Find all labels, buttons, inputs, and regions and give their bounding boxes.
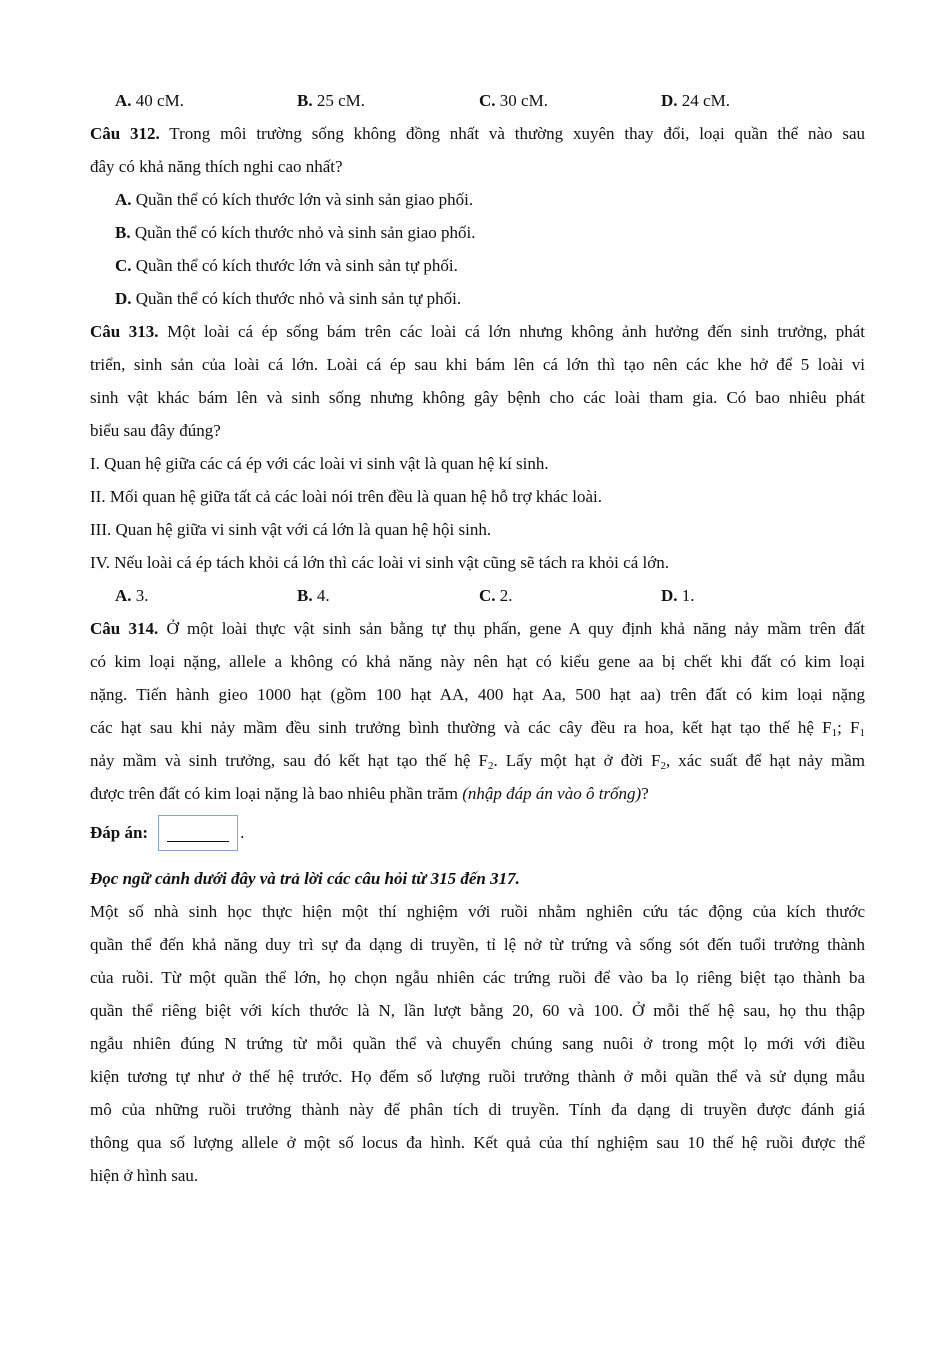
option-text: 3. [131, 586, 149, 605]
answer-input-box[interactable] [158, 815, 238, 851]
text-run: ? [641, 784, 649, 803]
q314-text-line1: Ở một loài thực vật sinh sản bằng tự thụ phấn, gene A quy định khả năng nảy mầm trên đất [158, 619, 865, 638]
q313-text-line1: Một loài cá ép sống bám trên các loài cá lớn nhưng không ảnh hưởng đến sinh trưởng, phát [158, 322, 865, 341]
q313-statement-4: IV. Nếu loài cá ép tách khỏi cá lớn thì các loài vi sinh vật cũng sẽ tách ra khỏi cá lớn. [90, 553, 669, 572]
option-letter: B. [115, 223, 131, 242]
q314-stem [90, 612, 865, 810]
q313-text-line2: triển, sinh sản của loài cá lớn. Loài cá ép sau khi bám lên cá lớn thì tạo nên các khe hở để 5 loài vi [90, 355, 865, 374]
context-paragraph [90, 895, 865, 1192]
q314-answer-row [90, 810, 865, 856]
option-letter: C. [479, 586, 496, 605]
option-letter: D. [661, 586, 678, 605]
option-text: Quần thể có kích thước nhỏ và sinh sản giao phối. [130, 223, 476, 242]
option-letter: C. [479, 91, 496, 110]
context-line-9: hiện ở hình sau. [90, 1166, 199, 1185]
document-page [90, 84, 865, 1192]
text-run: ; F [837, 718, 860, 737]
q313-label: Câu 313. [90, 322, 159, 341]
option-letter: D. [661, 91, 678, 110]
option-text: 25 cM. [312, 91, 366, 110]
instruction-italic: (nhập đáp án vào ô trống) [462, 784, 642, 803]
subscript: 2 [660, 760, 666, 772]
context-line-6: kiện tương tự như ở thế hệ trước. Họ đếm số lượng ruồi trưởng thành ở mỗi quần thể và sử dụng mẫu [90, 1067, 865, 1086]
q312-option-c [90, 249, 865, 282]
q312-stem [90, 117, 865, 183]
option-letter: A. [115, 91, 132, 110]
text-run: nảy mầm và sinh trưởng, sau đó kết hạt tạo thế hệ F [90, 751, 488, 770]
option-text: 40 cM. [131, 91, 184, 110]
option-letter: A. [115, 190, 132, 209]
q312-option-d [90, 282, 865, 315]
q311-option-c [479, 84, 661, 117]
text-run: . Lấy một hạt ở đời F [493, 751, 661, 770]
option-text: 1. [677, 586, 695, 605]
answer-end: . [240, 823, 245, 842]
q312-text-line1: Trong môi trường sống không đồng nhất và thường xuyên thay đổi, loại quần thể nào sau [159, 124, 865, 143]
option-text: 4. [312, 586, 330, 605]
option-text: Quần thể có kích thước lớn và sinh sản giao phối. [131, 190, 474, 209]
q313-text-line4: biểu sau đây đúng? [90, 421, 221, 440]
option-text: 30 cM. [495, 91, 548, 110]
q313-option-d [661, 579, 843, 612]
context-line-5: ngẫu nhiên đúng N trứng từ mỗi quần thể và chuyển chúng sang nuôi ở trong một lọ mới với điều [90, 1034, 865, 1053]
q313-option-b [297, 579, 479, 612]
q311-option-a [115, 84, 297, 117]
context-line-7: mô của những ruồi trưởng thành này để phân tích di truyền. Tính đa dạng di truyền được đánh giá [90, 1100, 865, 1119]
q311-option-d [661, 84, 843, 117]
context-line-1: Một số nhà sinh học thực hiện một thí nghiệm với ruồi nhằm nghiên cứu tác động của kích thước [90, 902, 865, 921]
q313-option-a [115, 579, 297, 612]
text-run: , xác suất để hạt nảy mầm [665, 751, 865, 770]
q313-statement-3: III. Quan hệ giữa vi sinh vật với cá lớn là quan hệ hội sinh. [90, 520, 492, 539]
context-heading: Đọc ngữ cảnh dưới đây và trả lời các câu hỏi từ 315 đến 317. [90, 869, 520, 888]
q314-text-line6 [90, 777, 865, 810]
answer-blank-line [167, 841, 229, 842]
q313-option-c [479, 579, 661, 612]
answer-label: Đáp án: [90, 823, 149, 842]
text-run: các hạt sau khi nảy mầm đều sinh trưởng bình thường và các cây đều ra hoa, kết hạt tạo thế hệ F [90, 718, 832, 737]
q314-text-line2: có kim loại nặng, allele a không có khả năng này nên hạt có kiểu gene aa bị chết khi đất có kim loại [90, 652, 865, 671]
q314-text-line3: nặng. Tiến hành gieo 1000 hạt (gồm 100 hạt AA, 400 hạt Aa, 500 hạt aa) trên đất có kim loại nặng [90, 685, 865, 704]
option-text: 2. [495, 586, 513, 605]
q312-option-b [90, 216, 865, 249]
q313-options [90, 579, 865, 612]
option-letter: C. [115, 256, 132, 275]
q314-text-line5 [90, 744, 865, 777]
subscript: 1 [831, 727, 838, 739]
q312-label: Câu 312. [90, 124, 160, 143]
option-letter: A. [115, 586, 132, 605]
q314-label: Câu 314. [90, 619, 159, 638]
context-line-8: thông qua số lượng allele ở một số locus đa hình. Kết quả của thí nghiệm sau 10 thế hệ ruồi được thể [90, 1133, 865, 1152]
q312-text-line2: đây có khả năng thích nghi cao nhất? [90, 157, 343, 176]
q313-statement-1: I. Quan hệ giữa các cá ép với các loài vi sinh vật là quan hệ kí sinh. [90, 454, 549, 473]
option-letter: B. [297, 586, 313, 605]
subscript: 1 [859, 727, 865, 739]
q313-stem [90, 315, 865, 447]
option-text: 24 cM. [677, 91, 730, 110]
q313-statement-2: II. Mối quan hệ giữa tất cả các loài nói trên đều là quan hệ hỗ trợ khác loài. [90, 487, 602, 506]
text-run: được trên đất có kim loại nặng là bao nhiêu phần trăm [90, 784, 463, 803]
context-line-2: quần thể đến khả năng duy trì sự đa dạng di truyền, tỉ lệ nở từ trứng và sống sót đến tuổi trưởng thành [90, 935, 865, 954]
context-line-4: quần thể riêng biệt với kích thước là N, lần lượt bằng 20, 60 và 100. Ở mỗi thế hệ sau, họ thu thập [90, 1001, 865, 1020]
option-letter: B. [297, 91, 313, 110]
q312-option-a [90, 183, 865, 216]
subscript: 2 [487, 760, 494, 772]
option-letter: D. [115, 289, 132, 308]
option-text: Quần thể có kích thước lớn và sinh sản tự phối. [131, 256, 458, 275]
q311-option-b [297, 84, 479, 117]
context-line-3: của ruồi. Từ một quần thể lớn, họ chọn ngẫu nhiên các trứng ruồi để vào ba lọ riêng biệt tạo thành ba [90, 968, 865, 987]
q314-text-line4 [90, 711, 865, 744]
option-text: Quần thể có kích thước nhỏ và sinh sản tự phối. [131, 289, 462, 308]
q311-options [90, 84, 865, 117]
q313-text-line3: sinh vật khác bám lên và sinh sống nhưng không gây bệnh cho các loài tham gia. Có bao nhiêu phát [90, 388, 865, 407]
